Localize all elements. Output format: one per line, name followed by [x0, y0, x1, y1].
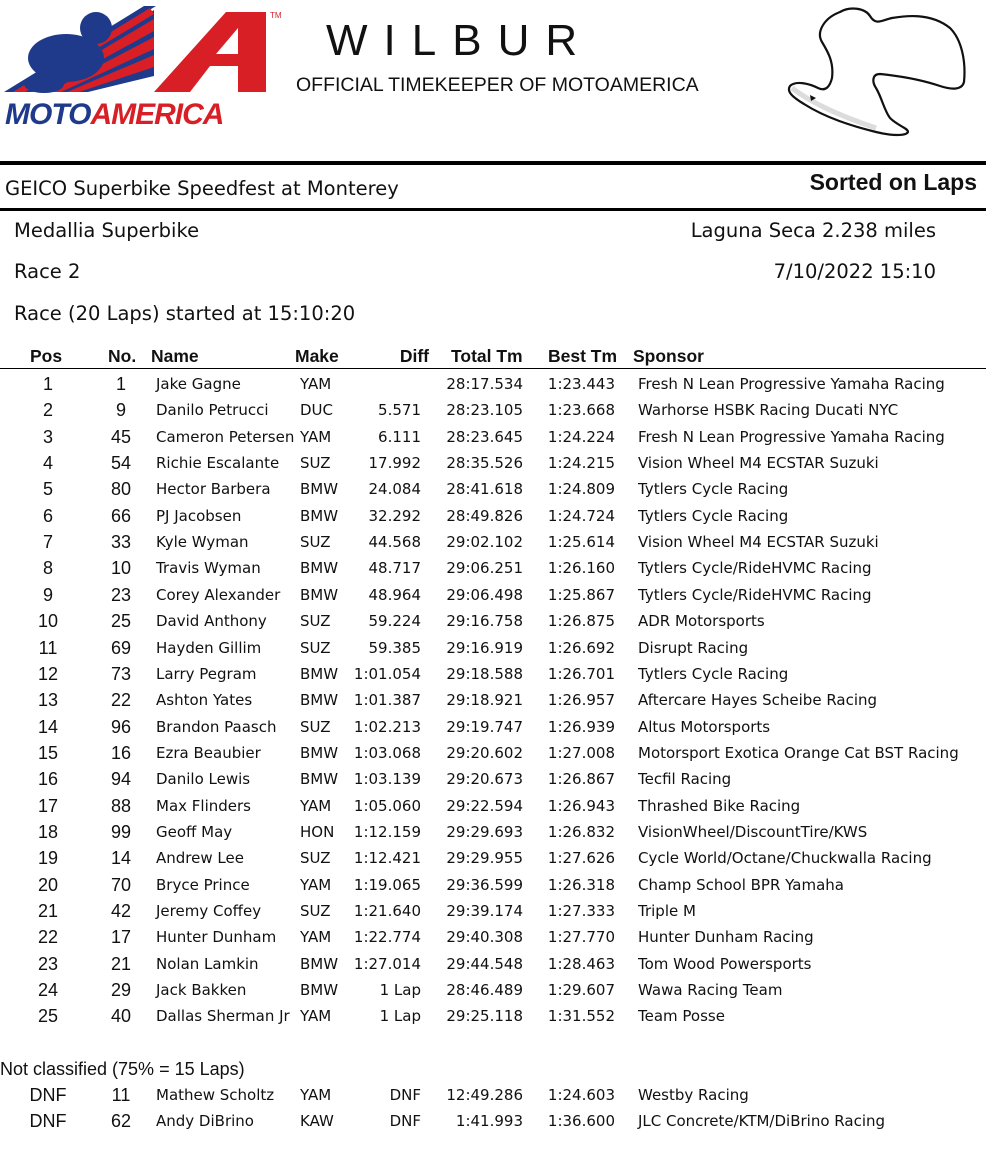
- class-name: Medallia Superbike: [14, 219, 200, 242]
- cell-diff: 1:05.060: [353, 796, 421, 815]
- cell-make: YAM: [300, 796, 332, 815]
- cell-sponsor: Vision Wheel M4 ECSTAR Suzuki: [638, 454, 879, 473]
- cell-best: 1:29.607: [547, 981, 615, 1000]
- cell-make: YAM: [300, 875, 332, 894]
- cell-pos: 12: [37, 663, 59, 684]
- cell-make: SUZ: [300, 638, 331, 657]
- cell-make: BMW: [300, 691, 339, 710]
- cell-pos: 13: [37, 690, 59, 711]
- cell-make: YAM: [300, 1007, 332, 1026]
- table-row: [0, 1085, 986, 1111]
- cell-no: 29: [110, 980, 132, 1001]
- cell-name: Ashton Yates: [156, 691, 253, 710]
- cell-sponsor: Vision Wheel M4 ECSTAR Suzuki: [638, 533, 879, 552]
- cell-name: Jeremy Coffey: [156, 902, 262, 920]
- table-row: [0, 611, 986, 637]
- cell-total: 29:16.758: [446, 612, 523, 631]
- cell-diff: 48.717: [368, 559, 421, 578]
- cell-pos: 7: [42, 532, 53, 553]
- cell-pos: 3: [42, 426, 53, 447]
- cell-best: 1:26.692: [547, 638, 615, 657]
- cell-diff: 1:19.065: [353, 875, 421, 894]
- table-header-rule: [0, 368, 986, 369]
- cell-total: 29:18.588: [446, 664, 523, 683]
- cell-best: 1:23.443: [547, 375, 615, 393]
- cell-best: 1:24.724: [547, 506, 615, 525]
- cell-best: 1:27.770: [547, 928, 615, 947]
- cell-pos: 2: [42, 400, 53, 421]
- cell-make: YAM: [300, 1086, 332, 1104]
- cell-no: 1: [115, 374, 126, 394]
- table-row: [0, 374, 986, 400]
- cell-diff: 24.084: [368, 480, 421, 499]
- cell-pos: 14: [37, 716, 59, 737]
- cell-pos: 19: [37, 848, 59, 869]
- cell-sponsor: VisionWheel/DiscountTire/KWS: [638, 822, 868, 841]
- cell-sponsor: Tytlers Cycle Racing: [638, 480, 789, 499]
- table-row: [0, 638, 986, 664]
- cell-diff: 1:03.139: [353, 770, 421, 789]
- cell-make: BMW: [300, 506, 339, 525]
- cell-pos: 6: [42, 505, 53, 526]
- table-row: [0, 427, 986, 453]
- cell-make: BMW: [300, 559, 339, 578]
- cell-pos: 24: [37, 980, 59, 1001]
- event-title: GEICO Superbike Speedfest at Monterey: [5, 177, 399, 200]
- cell-name: Max Flinders: [156, 796, 251, 815]
- cell-best: 1:24.224: [547, 427, 615, 446]
- cell-total: 29:20.602: [446, 743, 523, 762]
- cell-total: 29:36.599: [446, 875, 523, 894]
- cell-name: Bryce Prince: [156, 875, 250, 894]
- cell-no: 94: [110, 769, 132, 790]
- cell-sponsor: Warhorse HSBK Racing Ducati NYC: [638, 401, 899, 420]
- cell-total: 28:35.526: [446, 454, 523, 473]
- cell-sponsor: Westby Racing: [638, 1086, 749, 1104]
- column-header-name: Name: [151, 346, 199, 366]
- cell-pos: 15: [37, 742, 59, 763]
- cell-sponsor: Tytlers Cycle Racing: [638, 506, 789, 525]
- cell-total: 29:44.548: [446, 954, 523, 973]
- cell-make: YAM: [300, 427, 332, 446]
- cell-sponsor: Fresh N Lean Progressive Yamaha Racing: [638, 375, 945, 393]
- cell-sponsor: JLC Concrete/KTM/DiBrino Racing: [638, 1112, 886, 1131]
- cell-diff: 59.224: [368, 612, 421, 631]
- cell-pos: 18: [37, 821, 59, 842]
- table-row: [0, 664, 986, 690]
- cell-make: BMW: [300, 585, 339, 604]
- cell-no: 99: [110, 821, 132, 842]
- cell-pos: 5: [42, 479, 53, 500]
- cell-make: SUZ: [300, 612, 331, 631]
- cell-best: 1:36.600: [547, 1112, 615, 1131]
- cell-name: Andrew Lee: [156, 849, 244, 868]
- cell-sponsor: Cycle World/Octane/Chuckwalla Racing: [638, 849, 932, 868]
- cell-name: Danilo Petrucci: [156, 401, 269, 420]
- cell-name: Jake Gagne: [156, 375, 241, 393]
- cell-no: 70: [110, 874, 132, 895]
- cell-no: 23: [110, 584, 132, 605]
- cell-total: 29:06.251: [446, 559, 523, 578]
- cell-total: 28:41.618: [446, 480, 523, 499]
- cell-pos: 23: [37, 953, 59, 974]
- cell-name: Nolan Lamkin: [156, 954, 259, 973]
- table-row: [0, 796, 986, 822]
- cell-pos: 22: [37, 927, 59, 948]
- cell-diff: 1:03.068: [353, 743, 421, 762]
- cell-no: 45: [110, 426, 132, 447]
- table-row: [0, 690, 986, 716]
- table-row: [0, 1006, 986, 1032]
- cell-best: 1:28.463: [547, 954, 615, 973]
- cell-pos: 21: [37, 901, 59, 921]
- cell-no: 80: [110, 479, 132, 500]
- cell-diff: 1:02.213: [353, 717, 421, 736]
- cell-best: 1:24.215: [547, 454, 615, 473]
- cell-pos: 11: [38, 637, 58, 658]
- trademark-mark: TM: [270, 11, 282, 20]
- cell-name: Richie Escalante: [156, 454, 280, 473]
- cell-best: 1:24.809: [547, 480, 615, 499]
- cell-sponsor: Altus Motorsports: [638, 717, 771, 736]
- cell-pos: 4: [42, 453, 53, 474]
- cell-name: Hayden Gillim: [156, 638, 262, 657]
- cell-no: 25: [110, 611, 132, 632]
- sort-label: Sorted on Laps: [809, 169, 977, 195]
- cell-sponsor: Wawa Racing Team: [638, 981, 783, 1000]
- wordmark-america: AMERICA: [90, 98, 224, 131]
- cell-diff: 48.964: [368, 585, 421, 604]
- cell-diff: 1:22.774: [353, 928, 421, 947]
- not-classified-label: Not classified (75% = 15 Laps): [0, 1059, 245, 1079]
- cell-total: 28:49.826: [446, 506, 523, 525]
- cell-total: 1:41.993: [455, 1112, 523, 1131]
- race-start-info: Race (20 Laps) started at 15:10:20: [14, 302, 356, 325]
- cell-total: 29:29.955: [446, 849, 523, 868]
- table-row: [0, 1111, 986, 1137]
- cell-pos: 25: [37, 1006, 59, 1027]
- cell-total: 28:17.534: [446, 375, 523, 393]
- cell-total: 28:46.489: [446, 981, 523, 1000]
- cell-name: Geoff May: [156, 822, 233, 841]
- cell-diff: 5.571: [378, 401, 421, 420]
- cell-total: 28:23.645: [446, 427, 523, 446]
- wordmark-moto: MOTO: [5, 98, 91, 131]
- cell-name: Andy DiBrino: [156, 1112, 254, 1131]
- table-row: [0, 400, 986, 426]
- cell-no: 88: [110, 795, 132, 816]
- cell-make: SUZ: [300, 454, 331, 473]
- cell-pos: 20: [37, 874, 59, 895]
- cell-name: Hector Barbera: [156, 480, 271, 499]
- cell-diff: 1:12.159: [353, 822, 421, 841]
- header-rule: [0, 208, 986, 211]
- cell-make: BMW: [300, 954, 339, 973]
- wilbur-brand: WILBUR: [326, 16, 594, 65]
- table-row: [0, 927, 986, 953]
- cell-total: 29:25.118: [446, 1007, 523, 1026]
- cell-diff: 1 Lap: [379, 981, 421, 1000]
- column-header-sponsor: Sponsor: [633, 346, 704, 366]
- cell-no: 96: [110, 716, 132, 737]
- cell-sponsor: Triple M: [638, 902, 696, 920]
- cell-sponsor: Disrupt Racing: [638, 638, 749, 657]
- cell-diff: 1:12.421: [353, 849, 421, 868]
- cell-make: KAW: [300, 1112, 334, 1131]
- cell-best: 1:25.867: [547, 585, 615, 604]
- cell-sponsor: Tytlers Cycle/RideHVMC Racing: [638, 559, 872, 578]
- cell-no: 73: [110, 663, 132, 684]
- table-row: [0, 532, 986, 558]
- cell-name: Kyle Wyman: [156, 533, 249, 552]
- cell-best: 1:26.160: [547, 559, 615, 578]
- cell-diff: DNF: [389, 1112, 421, 1131]
- cell-make: BMW: [300, 664, 339, 683]
- table-row: [0, 875, 986, 901]
- cell-pos: DNF: [29, 1085, 67, 1105]
- laguna-seca-track-icon: [780, 2, 975, 140]
- cell-no: 9: [115, 400, 126, 421]
- track-map: [780, 2, 975, 140]
- cell-make: SUZ: [300, 902, 331, 920]
- cell-make: HON: [300, 822, 335, 841]
- cell-no: 69: [110, 637, 132, 658]
- cell-sponsor: Tom Wood Powersports: [638, 954, 812, 973]
- cell-name: Brandon Paasch: [156, 717, 277, 736]
- column-header-no: No.: [108, 346, 137, 366]
- cell-best: 1:26.867: [547, 770, 615, 789]
- cell-no: 16: [110, 742, 132, 763]
- track-name: Laguna Seca 2.238 miles: [690, 219, 936, 242]
- cell-best: 1:27.626: [547, 849, 615, 868]
- race-datetime: 7/10/2022 15:10: [773, 260, 936, 283]
- cell-pos: 8: [42, 558, 53, 579]
- column-header-pos: Pos: [30, 346, 63, 366]
- cell-diff: 59.385: [368, 638, 421, 657]
- cell-best: 1:27.008: [547, 743, 615, 762]
- cell-sponsor: Aftercare Hayes Scheibe Racing: [638, 691, 878, 710]
- cell-best: 1:26.939: [547, 717, 615, 736]
- cell-best: 1:26.957: [547, 691, 615, 710]
- cell-no: 54: [110, 453, 132, 474]
- cell-no: 22: [110, 690, 132, 711]
- table-row: [0, 769, 986, 795]
- cell-name: Ezra Beaubier: [156, 743, 261, 762]
- cell-diff: 1:01.054: [353, 664, 421, 683]
- cell-diff: 1:21.640: [353, 902, 421, 920]
- cell-make: SUZ: [300, 717, 331, 736]
- cell-make: BMW: [300, 981, 339, 1000]
- cell-pos: 17: [37, 795, 59, 816]
- cell-make: DUC: [300, 401, 334, 420]
- cell-make: YAM: [300, 375, 332, 393]
- cell-total: 12:49.286: [446, 1086, 523, 1104]
- cell-pos: 10: [37, 611, 59, 632]
- cell-no: 10: [110, 558, 132, 579]
- table-row: [0, 743, 986, 769]
- cell-no: 42: [110, 901, 132, 921]
- cell-total: 29:16.919: [446, 638, 523, 657]
- cell-diff: 17.992: [368, 454, 421, 473]
- cell-name: Hunter Dunham: [156, 928, 277, 947]
- cell-no: 21: [110, 953, 132, 974]
- table-row: [0, 980, 986, 1006]
- cell-best: 1:24.603: [547, 1086, 615, 1104]
- cell-best: 1:31.552: [547, 1007, 615, 1026]
- table-row: [0, 453, 986, 479]
- cell-no: 62: [110, 1111, 132, 1132]
- cell-best: 1:26.832: [547, 822, 615, 841]
- cell-sponsor: Motorsport Exotica Orange Cat BST Racing: [638, 743, 959, 762]
- cell-diff: 32.292: [368, 506, 421, 525]
- table-row: [0, 822, 986, 848]
- column-header-diff: Diff: [399, 346, 429, 366]
- cell-best: 1:27.333: [547, 902, 615, 920]
- cell-name: David Anthony: [156, 612, 267, 631]
- cell-make: BMW: [300, 480, 339, 499]
- cell-sponsor: Hunter Dunham Racing: [638, 928, 814, 947]
- table-row: [0, 848, 986, 874]
- cell-sponsor: Tecfil Racing: [638, 770, 732, 789]
- cell-no: 14: [110, 848, 132, 869]
- cell-total: 29:29.693: [446, 822, 523, 841]
- cell-diff: 1:01.387: [353, 691, 421, 710]
- cell-pos: 16: [37, 769, 59, 790]
- table-row: [0, 506, 986, 532]
- cell-make: YAM: [300, 928, 332, 947]
- cell-total: 29:40.308: [446, 928, 523, 947]
- cell-pos: 1: [42, 374, 53, 394]
- cell-total: 29:06.498: [446, 585, 523, 604]
- cell-name: Larry Pegram: [156, 664, 257, 683]
- cell-best: 1:25.614: [547, 533, 615, 552]
- cell-sponsor: Team Posse: [638, 1007, 725, 1026]
- cell-total: 29:39.174: [446, 902, 523, 920]
- cell-total: 29:20.673: [446, 770, 523, 789]
- table-row: [0, 585, 986, 611]
- cell-diff: 6.111: [378, 427, 421, 446]
- motoamerica-wordmark: [5, 98, 223, 132]
- cell-name: Travis Wyman: [156, 559, 261, 578]
- cell-no: 11: [111, 1085, 131, 1105]
- cell-diff: DNF: [389, 1086, 421, 1104]
- cell-make: SUZ: [300, 849, 331, 868]
- cell-best: 1:26.701: [547, 664, 615, 683]
- cell-sponsor: Thrashed Bike Racing: [638, 796, 801, 815]
- cell-diff: 1:27.014: [353, 954, 421, 973]
- header-rule-thick: [0, 161, 986, 165]
- cell-pos: 9: [42, 584, 53, 605]
- table-row: [0, 479, 986, 505]
- cell-total: 29:18.921: [446, 691, 523, 710]
- column-header-total: Total Tm: [451, 346, 523, 366]
- table-row: [0, 901, 986, 927]
- timekeeper-tagline: OFFICIAL TIMEKEEPER OF MOTOAMERICA: [296, 74, 699, 96]
- cell-best: 1:23.668: [547, 401, 615, 420]
- cell-make: BMW: [300, 743, 339, 762]
- table-row: [0, 954, 986, 980]
- cell-diff: 44.568: [368, 533, 421, 552]
- cell-sponsor: Tytlers Cycle Racing: [638, 664, 789, 683]
- cell-diff: 1 Lap: [379, 1007, 421, 1026]
- cell-name: Corey Alexander: [156, 585, 281, 604]
- cell-no: 66: [110, 505, 132, 526]
- cell-sponsor: ADR Motorsports: [638, 612, 765, 631]
- cell-name: Cameron Petersen: [156, 427, 295, 446]
- cell-best: 1:26.318: [547, 875, 615, 894]
- table-row: [0, 717, 986, 743]
- cell-no: 33: [110, 532, 132, 553]
- cell-sponsor: Champ School BPR Yamaha: [638, 875, 844, 894]
- cell-make: SUZ: [300, 533, 331, 552]
- column-header-make: Make: [295, 346, 339, 366]
- cell-name: PJ Jacobsen: [156, 506, 242, 525]
- cell-name: Dallas Sherman Jr: [156, 1007, 290, 1026]
- cell-name: Danilo Lewis: [156, 770, 251, 789]
- column-header-best: Best Tm: [548, 346, 618, 366]
- cell-no: 40: [110, 1006, 132, 1027]
- cell-total: 28:23.105: [446, 401, 523, 420]
- cell-name: Mathew Scholtz: [156, 1086, 275, 1104]
- table-row: [0, 558, 986, 584]
- cell-best: 1:26.943: [547, 796, 615, 815]
- cell-pos: DNF: [29, 1111, 67, 1132]
- cell-make: BMW: [300, 770, 339, 789]
- cell-sponsor: Tytlers Cycle/RideHVMC Racing: [638, 585, 872, 604]
- cell-total: 29:02.102: [446, 533, 523, 552]
- cell-sponsor: Fresh N Lean Progressive Yamaha Racing: [638, 427, 945, 446]
- race-name: Race 2: [14, 260, 81, 283]
- cell-best: 1:26.875: [547, 612, 615, 631]
- cell-name: Jack Bakken: [156, 981, 247, 1000]
- cell-no: 17: [110, 927, 132, 948]
- cell-total: 29:19.747: [446, 717, 523, 736]
- cell-total: 29:22.594: [446, 796, 523, 815]
